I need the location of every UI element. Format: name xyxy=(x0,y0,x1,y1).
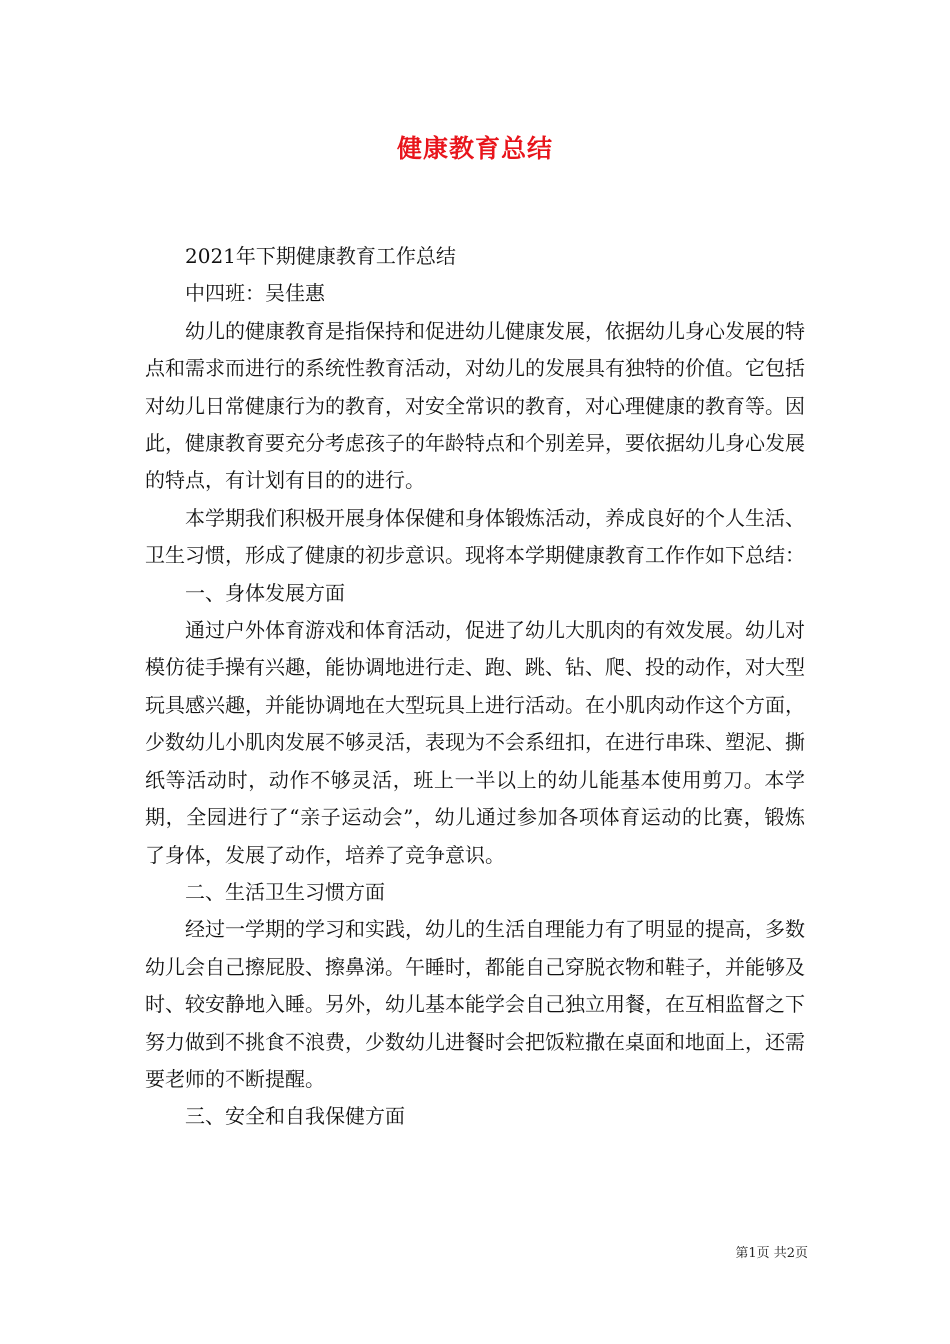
section-heading-physical: 一、身体发展方面 xyxy=(185,580,345,605)
report-subtitle: 2021年下期健康教育工作总结 xyxy=(185,244,456,268)
section-heading-safety: 三、安全和自我保健方面 xyxy=(185,1104,405,1129)
paragraph-physical: 通过户外体育游戏和体育活动，促进了幼儿大肌肉的有效发展。幼儿对模仿徒手操有兴趣，能协调地进行走、跑、跳、钻、爬、投的动作，对大型玩具感兴趣，并能协调地在大型玩具上进行活动。在小肌肉动作这个方面，少数幼儿小肌肉发展不够灵活，表现为不会系纽扣，在进行串珠、塑泥、撕纸等活动时，动作不够灵活，班上一半以上的幼儿能基本使用剪刀。本学期，全园进行了“亲子运动会”，幼儿通过参加各项体育运动的比赛，锻炼了身体，发展了动作，培养了竞争意识。 xyxy=(145,618,805,867)
page-number: 第1页 共2页 xyxy=(735,1246,808,1261)
class-author-line: 中四班：吴佳惠 xyxy=(185,281,325,306)
paragraph-semester: 本学期我们积极开展身体保健和身体锻炼活动，养成良好的个人生活、卫生习惯，形成了健康的初步意识。现将本学期健康教育工作作如下总结： xyxy=(145,505,805,568)
document-title: 健康教育总结 xyxy=(396,134,553,163)
paragraph-intro: 幼儿的健康教育是指保持和促进幼儿健康发展，依据幼儿身心发展的特点和需求而进行的系统性教育活动，对幼儿的发展具有独特的价值。它包括对幼儿日常健康行为的教育，对安全常识的教育，对心理健康的教育等。因此，健康教育要充分考虑孩子的年龄特点和个别差异，要依据幼儿身心发展的特点，有计划有目的的进行。 xyxy=(145,318,805,493)
document-body xyxy=(145,238,805,1136)
section-heading-hygiene: 二、生活卫生习惯方面 xyxy=(185,879,385,904)
paragraph-hygiene: 经过一学期的学习和实践，幼儿的生活自理能力有了明显的提高，多数幼儿会自己擦屁股、擦鼻涕。午睡时，都能自己穿脱衣物和鞋子，并能够及时、较安静地入睡。另外，幼儿基本能学会自己独立用餐，在互相监督之下努力做到不挑食不浪费，少数幼儿进餐时会把饭粒撒在桌面和地面上，还需要老师的不断提醒。 xyxy=(145,917,805,1091)
